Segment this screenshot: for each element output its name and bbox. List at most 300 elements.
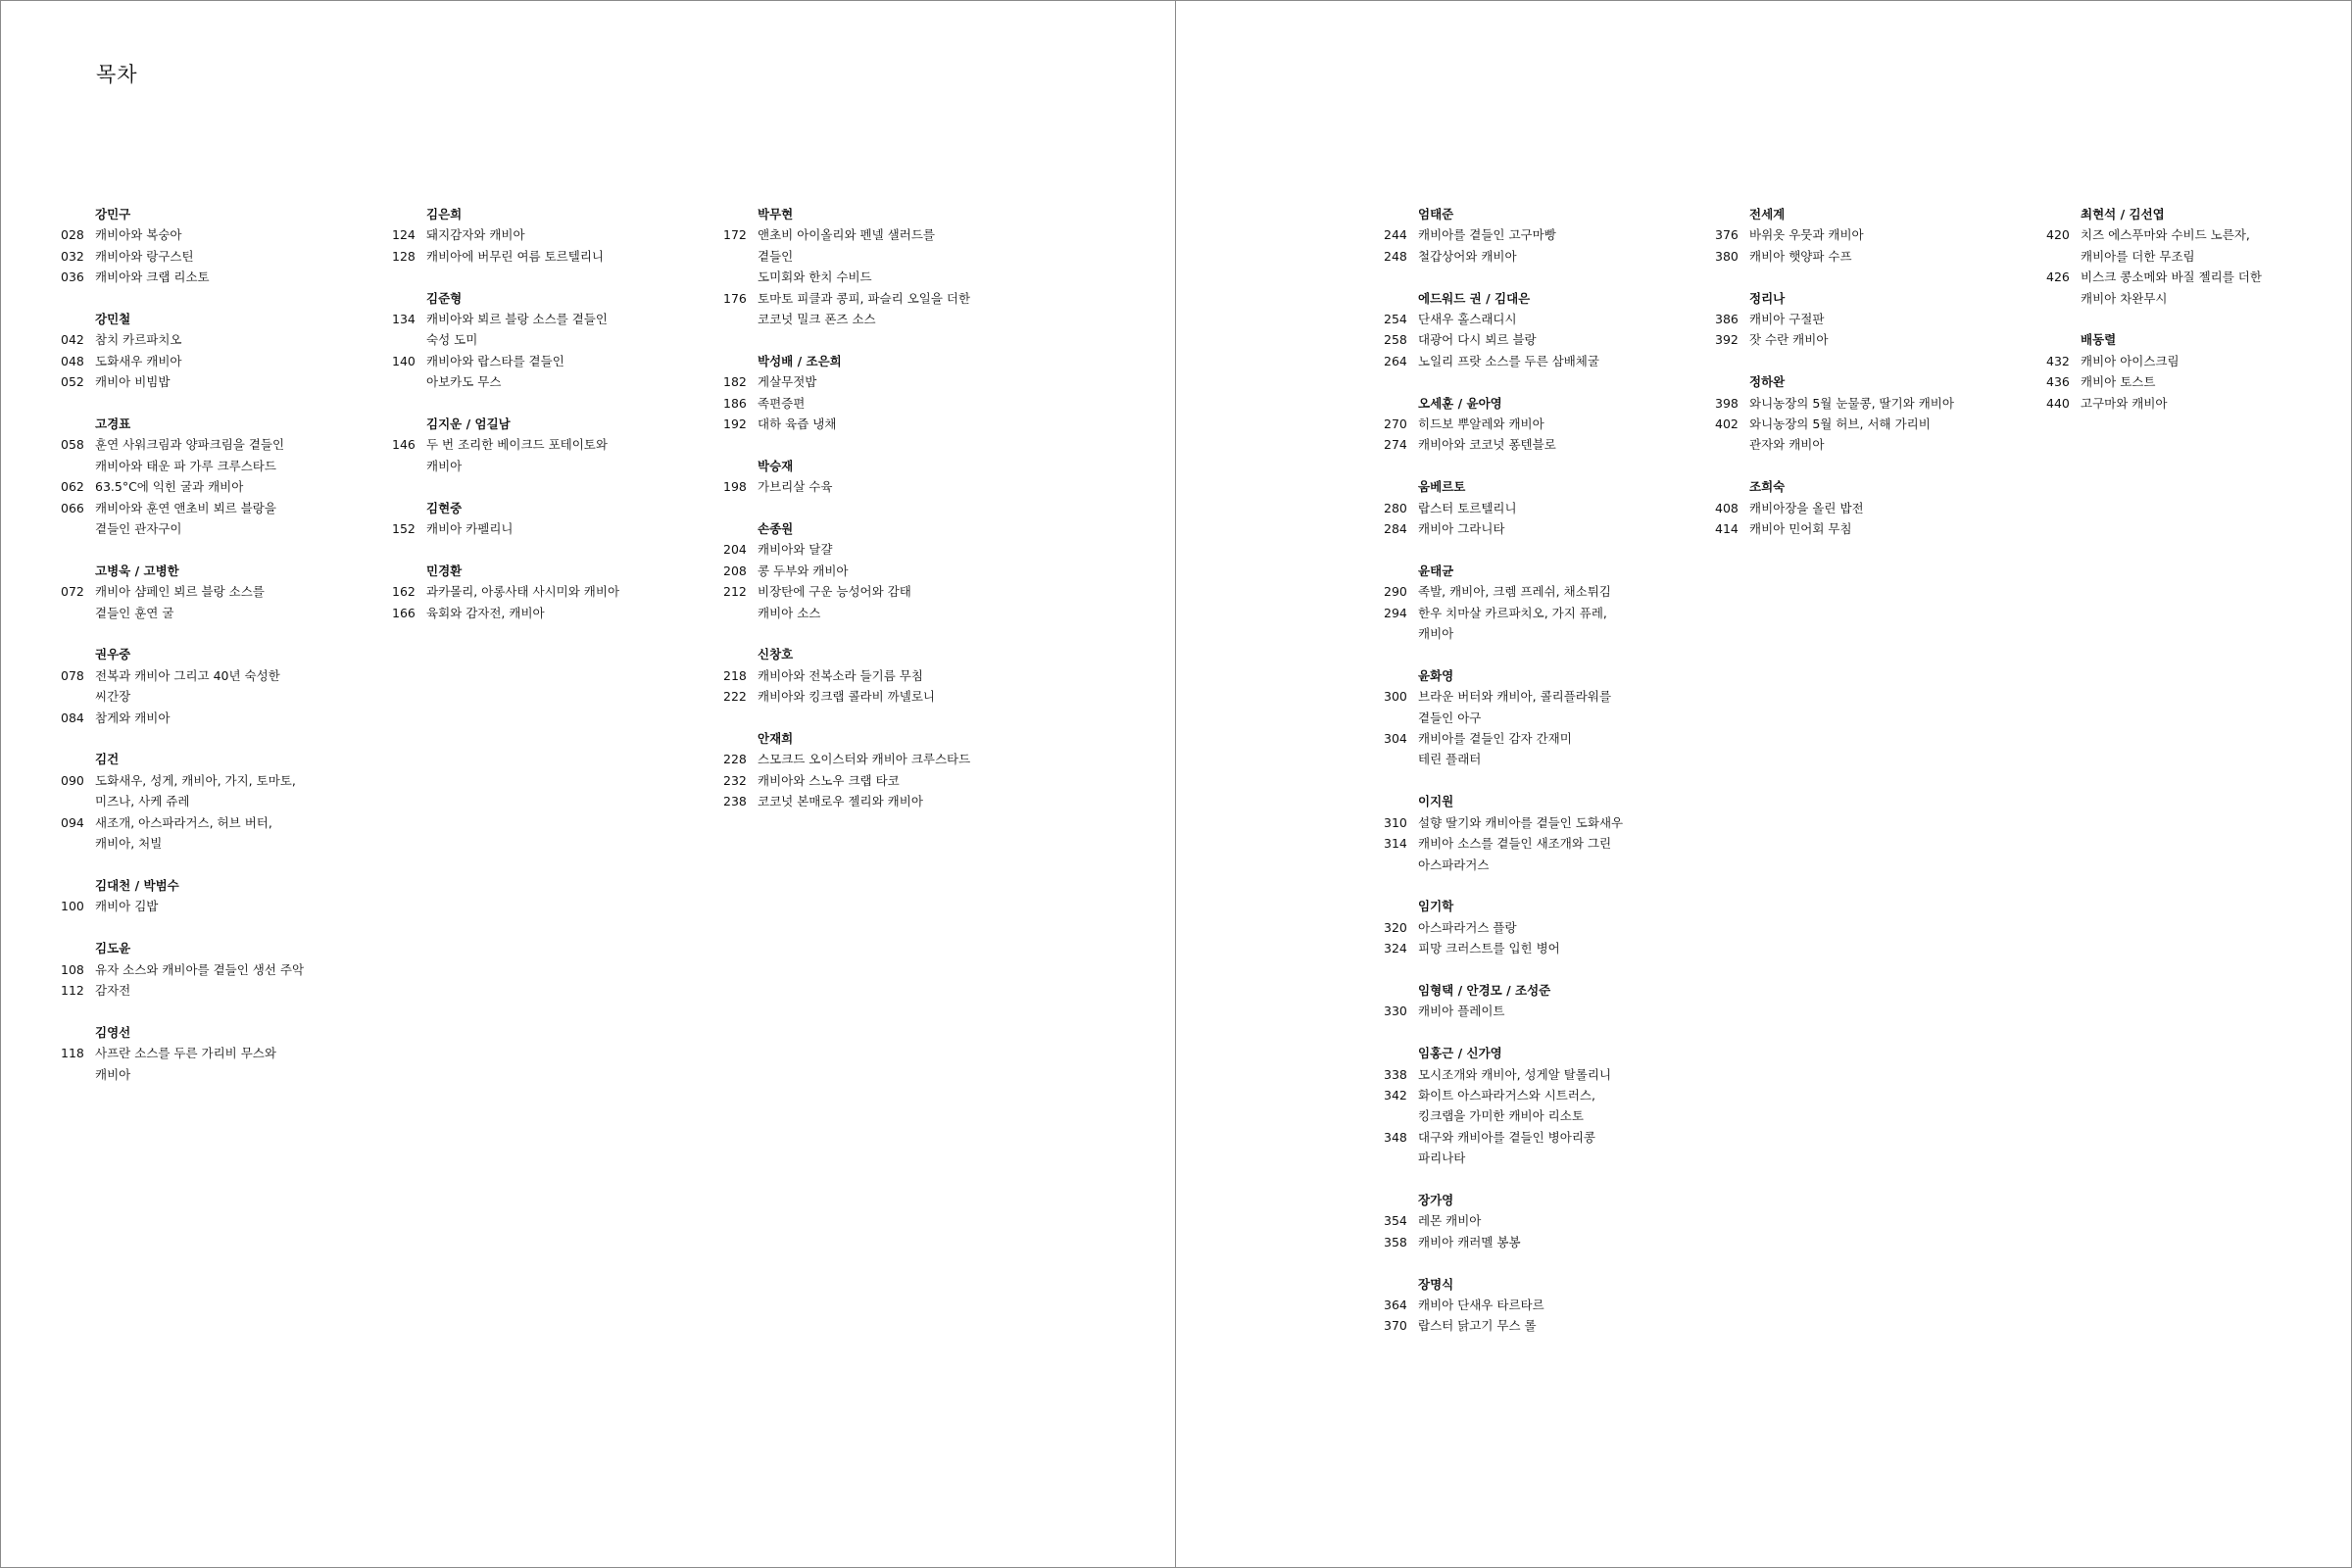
chef-name: 민경환	[426, 563, 463, 578]
recipe-title-line: 캐비아	[1418, 626, 1454, 642]
recipe-title-line: 씨간장	[95, 689, 131, 705]
page-number: 414	[1715, 521, 1739, 537]
toc-entry[interactable]	[1715, 246, 2038, 267]
page-title: 목차	[96, 63, 138, 86]
chef-name: 김지운 / 엄길남	[426, 416, 511, 432]
toc-entry[interactable]	[1384, 434, 1707, 455]
recipe-title-line: 고구마와 캐비아	[2081, 395, 2168, 411]
recipe-title-line: 랍스터 닭고기 무스 롤	[1418, 1318, 1537, 1334]
chef-name: 조희숙	[1749, 479, 1786, 495]
toc-entry[interactable]	[1715, 329, 2038, 350]
recipe-title	[1418, 1127, 1595, 1169]
page-number: 176	[723, 290, 747, 306]
recipe-title-line: 단새우 홀스래디시	[1418, 312, 1517, 327]
chef-name: 강민철	[95, 312, 131, 327]
recipe-title	[95, 896, 158, 916]
toc-entry[interactable]	[2046, 267, 2352, 309]
chef-section	[1384, 896, 1707, 958]
toc-entry[interactable]	[61, 224, 384, 245]
page-number: 304	[1384, 731, 1407, 747]
chef-name: 임기학	[1418, 899, 1454, 914]
chef-section	[61, 204, 384, 288]
recipe-title	[1418, 728, 1572, 770]
recipe-title	[426, 518, 514, 539]
recipe-title-line: 사프란 소스를 두른 가리비 무스와	[95, 1046, 276, 1061]
page-number: 342	[1384, 1087, 1407, 1102]
recipe-title-line: 콩 두부와 캐비아	[758, 563, 849, 578]
page-number: 042	[61, 332, 84, 348]
recipe-title-line: 캐비아와 훈연 앤초비 뵈르 블랑을	[95, 500, 276, 515]
recipe-title-line: 두 번 조리한 베이크드 포테이토와	[426, 437, 608, 453]
toc-entry[interactable]	[1384, 686, 1707, 728]
recipe-title-line: 캐비아 햇양파 수프	[1749, 248, 1852, 264]
recipe-title-line: 캐비아와 코코넛 퐁텐블로	[1418, 437, 1556, 453]
recipe-title-line: 곁들인 관자구이	[95, 521, 182, 537]
toc-entry[interactable]	[392, 309, 715, 351]
recipe-title	[758, 686, 935, 707]
toc-entry[interactable]	[1715, 498, 2038, 518]
recipe-title	[95, 351, 182, 371]
chef-name: 엄태준	[1418, 207, 1454, 221]
chef-name: 윤태균	[1418, 563, 1454, 578]
recipe-title-line: 대하 육즙 냉채	[758, 416, 837, 432]
toc-entry[interactable]	[1715, 309, 2038, 329]
recipe-title	[758, 749, 970, 769]
page-number: 426	[2046, 270, 2070, 285]
page-number: 146	[392, 437, 416, 453]
recipe-title-line: 아스파라거스 플랑	[1418, 919, 1517, 935]
page-number: 048	[61, 353, 84, 368]
recipe-title	[1418, 833, 1611, 875]
toc-entry[interactable]	[1384, 414, 1707, 434]
toc-entry[interactable]	[2046, 393, 2352, 414]
toc-entry[interactable]	[1384, 329, 1707, 350]
recipe-title	[2081, 267, 2262, 309]
recipe-title-line: 전복과 캐비아 그리고 40년 숙성한	[95, 667, 280, 683]
recipe-title	[95, 980, 130, 1001]
recipe-title-line: 파리나타	[1418, 1151, 1466, 1166]
toc-entry[interactable]	[61, 896, 384, 916]
toc-entry[interactable]	[61, 812, 384, 855]
chef-name: 임형택 / 안경모 / 조성준	[1418, 982, 1551, 998]
toc-entry[interactable]	[723, 224, 1047, 287]
recipe-title-line: 캐비아 민어회 무침	[1749, 521, 1852, 537]
toc-entry[interactable]	[1384, 812, 1707, 833]
toc-entry[interactable]	[61, 498, 384, 540]
chef-name: 배동렬	[2081, 332, 2117, 348]
page-number: 324	[1384, 941, 1407, 956]
recipe-title-line: 돼지감자와 캐비아	[426, 227, 525, 243]
toc-entry[interactable]	[723, 791, 1047, 811]
chef-section	[1384, 393, 1707, 456]
recipe-title	[1418, 351, 1599, 371]
toc-entry[interactable]	[61, 959, 384, 980]
toc-entry[interactable]	[61, 329, 384, 350]
recipe-title-line: 도화새우 캐비아	[95, 353, 182, 368]
chef-section	[1384, 980, 1707, 1022]
page-number: 112	[61, 982, 84, 998]
recipe-title-line: 과카몰리, 아롱사태 사시미와 캐비아	[426, 584, 620, 600]
page-number: 090	[61, 772, 84, 788]
recipe-title-line: 대광어 다시 뵈르 블랑	[1418, 332, 1537, 348]
chef-section	[392, 561, 715, 623]
recipe-title-line: 캐비아 샴페인 뵈르 블랑 소스를	[95, 584, 265, 600]
page-number: 208	[723, 563, 747, 578]
recipe-title	[1749, 246, 1852, 267]
page-number: 140	[392, 353, 416, 368]
toc-entry[interactable]	[2046, 351, 2352, 371]
recipe-title	[1749, 414, 1931, 456]
recipe-title	[1418, 581, 1611, 602]
chef-section	[723, 518, 1047, 623]
recipe-title	[1418, 309, 1517, 329]
toc-entry[interactable]	[2046, 371, 2352, 392]
chef-name: 박성배 / 조은희	[758, 353, 842, 368]
recipe-title-line: 화이트 아스파라거스와 시트러스,	[1418, 1087, 1595, 1102]
recipe-title	[758, 539, 832, 560]
recipe-title-line: 토마토 피클과 콩피, 파슬리 오일을 더한	[758, 290, 971, 306]
page-number: 182	[723, 374, 747, 390]
toc-entry[interactable]	[61, 476, 384, 497]
chef-name: 김영선	[95, 1024, 131, 1040]
recipe-title-line: 캐비아	[426, 458, 463, 473]
chef-name: 고병욱 / 고병한	[95, 563, 179, 578]
page-number: 380	[1715, 248, 1739, 264]
chef-section	[2046, 329, 2352, 414]
toc-entry[interactable]	[1384, 728, 1707, 770]
page-number: 386	[1715, 312, 1739, 327]
toc-entry[interactable]	[1715, 224, 2038, 245]
toc-entry[interactable]	[723, 476, 1047, 497]
toc-entry[interactable]	[1384, 309, 1707, 329]
recipe-title	[426, 581, 619, 602]
toc-entry[interactable]	[723, 539, 1047, 560]
recipe-title	[2081, 351, 2180, 371]
recipe-title-line: 와니농장의 5월 허브, 서해 가리비	[1749, 416, 1931, 432]
toc-entry[interactable]	[723, 665, 1047, 686]
recipe-title-line: 게살무젓밥	[758, 374, 817, 390]
toc-entry[interactable]	[1384, 224, 1707, 245]
chef-name: 박무현	[758, 207, 794, 221]
toc-entry[interactable]	[723, 561, 1047, 581]
page-number: 370	[1384, 1318, 1407, 1334]
recipe-title	[95, 329, 182, 350]
toc-entry[interactable]	[1384, 581, 1707, 602]
toc-entry[interactable]	[1384, 1127, 1707, 1169]
toc-entry[interactable]	[1384, 938, 1707, 958]
page-number: 274	[1384, 437, 1407, 453]
page-number: 330	[1384, 1004, 1407, 1019]
recipe-title	[95, 371, 170, 392]
toc-entry[interactable]	[723, 686, 1047, 707]
chef-name: 신창호	[758, 647, 794, 662]
chef-name: 전세계	[1749, 207, 1786, 221]
toc-entry[interactable]	[392, 351, 715, 393]
recipe-title-line: 철갑상어와 캐비아	[1418, 248, 1517, 264]
page-number: 118	[61, 1046, 84, 1061]
recipe-title	[95, 770, 296, 812]
chef-name: 장가영	[1418, 1192, 1454, 1207]
chef-section	[1384, 1274, 1707, 1337]
toc-entry[interactable]	[392, 518, 715, 539]
toc-entry[interactable]	[723, 288, 1047, 330]
chef-name: 김은희	[426, 207, 463, 221]
recipe-title	[1749, 393, 1954, 414]
toc-entry[interactable]	[1384, 351, 1707, 371]
recipe-title-line: 스모크드 오이스터와 캐비아 크루스타드	[758, 752, 971, 767]
page-number: 432	[2046, 353, 2070, 368]
recipe-title-line: 새조개, 아스파라거스, 허브 버터,	[95, 814, 272, 830]
recipe-title-line: 족편증편	[758, 395, 806, 411]
page-number: 198	[723, 479, 747, 495]
chef-section	[723, 644, 1047, 707]
recipe-title-line: 미즈나, 사케 쥬레	[95, 794, 190, 809]
chef-section	[61, 875, 384, 917]
chef-section	[723, 204, 1047, 329]
recipe-title	[95, 812, 272, 855]
chef-section	[1384, 1043, 1707, 1168]
recipe-title-line: 가브리살 수육	[758, 479, 833, 495]
toc-entry[interactable]	[1384, 603, 1707, 645]
toc-entry[interactable]	[61, 708, 384, 728]
recipe-title-line: 캐비아장을 올린 밥전	[1749, 500, 1864, 515]
chef-section	[392, 414, 715, 476]
toc-entry[interactable]	[61, 246, 384, 267]
chef-name: 정리나	[1749, 290, 1786, 306]
toc-column-1	[61, 204, 384, 1105]
page-number: 338	[1384, 1066, 1407, 1082]
page-number: 162	[392, 584, 416, 600]
recipe-title-line: 캐비아를 곁들인 고구마빵	[1418, 227, 1556, 243]
recipe-title-line: 피망 크러스트를 입힌 병어	[1418, 941, 1560, 956]
page-number: 440	[2046, 395, 2070, 411]
page-number: 408	[1715, 500, 1739, 515]
recipe-title-line: 캐비아와 복숭아	[95, 227, 182, 243]
toc-entry[interactable]	[61, 581, 384, 623]
toc-column-6	[2046, 204, 2352, 434]
toc-entry[interactable]	[392, 224, 715, 245]
chef-section	[1384, 204, 1707, 267]
recipe-title-line: 곁들인	[758, 248, 794, 264]
toc-column-4	[1384, 204, 1707, 1357]
toc-entry[interactable]	[61, 434, 384, 476]
recipe-title-line: 육회와 감자전, 캐비아	[426, 605, 545, 620]
recipe-title	[1418, 812, 1623, 833]
toc-entry[interactable]	[1715, 393, 2038, 414]
toc-entry[interactable]	[61, 267, 384, 287]
page-number: 084	[61, 710, 84, 725]
chef-name: 장명식	[1418, 1276, 1454, 1292]
page-number: 398	[1715, 395, 1739, 411]
page-number: 258	[1384, 332, 1407, 348]
toc-entry[interactable]	[723, 414, 1047, 434]
toc-entry[interactable]	[723, 581, 1047, 623]
recipe-title	[1418, 414, 1544, 434]
recipe-title	[426, 603, 545, 623]
recipe-title-line: 캐비아와 뵈르 블랑 소스를 곁들인	[426, 312, 608, 327]
recipe-title-line: 앤초비 아이올리와 펜넬 샐러드를	[758, 227, 935, 243]
recipe-title-line: 대구와 캐비아를 곁들인 병아리콩	[1418, 1129, 1595, 1145]
recipe-title	[95, 1043, 276, 1085]
recipe-title-line: 63.5°C에 익힌 굴과 캐비아	[95, 479, 244, 495]
recipe-title-line: 레몬 캐비아	[1418, 1213, 1482, 1229]
page-number: 204	[723, 542, 747, 558]
chef-name: 권우중	[95, 647, 131, 662]
recipe-title-line: 테린 플래터	[1418, 752, 1482, 767]
page-number: 238	[723, 794, 747, 809]
chef-name: 정하완	[1749, 374, 1786, 390]
toc-entry[interactable]	[1384, 1064, 1707, 1085]
recipe-title-line: 캐비아, 처빌	[95, 836, 163, 852]
page-number: 280	[1384, 500, 1407, 515]
page-number: 212	[723, 584, 747, 600]
page-number: 166	[392, 605, 416, 620]
recipe-title	[758, 371, 816, 392]
recipe-title-line: 랍스터 토르텔리니	[1418, 500, 1517, 515]
toc-entry[interactable]	[1384, 1232, 1707, 1252]
toc-entry[interactable]	[1715, 414, 2038, 456]
chef-name: 오세훈 / 윤아영	[1418, 395, 1502, 411]
chef-section	[392, 498, 715, 540]
recipe-title-line: 캐비아 카펠리니	[426, 521, 514, 537]
page-number: 066	[61, 500, 84, 515]
toc-entry[interactable]	[392, 581, 715, 602]
page-number: 186	[723, 395, 747, 411]
recipe-title-line: 캐비아와 달걀	[758, 542, 833, 558]
recipe-title-line: 캐비아 소스	[758, 605, 821, 620]
page-number: 254	[1384, 312, 1407, 327]
toc-entry[interactable]	[61, 351, 384, 371]
page-number: 436	[2046, 374, 2070, 390]
recipe-title-line: 캐비아와 랍스타를 곁들인	[426, 353, 564, 368]
page-number: 094	[61, 814, 84, 830]
chef-name: 김건	[95, 752, 120, 767]
recipe-title	[1418, 603, 1607, 645]
toc-entry[interactable]	[61, 770, 384, 812]
recipe-title	[1749, 309, 1824, 329]
recipe-title-line: 캐비아 단새우 타르타르	[1418, 1297, 1544, 1312]
toc-entry[interactable]	[1384, 917, 1707, 938]
page-number: 392	[1715, 332, 1739, 348]
recipe-title	[1418, 1210, 1481, 1231]
chef-section	[1384, 476, 1707, 539]
toc-entry[interactable]	[1384, 518, 1707, 539]
recipe-title-line: 비스크 콩소메와 바질 젤리를 더한	[2081, 270, 2262, 285]
recipe-title	[426, 309, 608, 351]
toc-entry[interactable]	[1715, 518, 2038, 539]
page-number: 032	[61, 248, 84, 264]
chef-section	[1715, 204, 2038, 267]
chef-section	[1384, 1190, 1707, 1252]
chef-section	[1384, 561, 1707, 645]
recipe-title-line: 훈연 사워크림과 양파크림을 곁들인	[95, 437, 285, 453]
recipe-title	[426, 246, 604, 267]
page-number: 222	[723, 689, 747, 705]
recipe-title-line: 잣 수란 캐비아	[1749, 332, 1829, 348]
recipe-title-line: 족발, 캐비아, 크렘 프레쉬, 채소튀김	[1418, 584, 1611, 600]
recipe-title-line: 캐비아와 킹크랩 콜라비 까넬로니	[758, 689, 935, 705]
chef-section	[1715, 371, 2038, 456]
recipe-title-line: 관자와 캐비아	[1749, 437, 1825, 453]
recipe-title	[1749, 518, 1852, 539]
toc-entry[interactable]	[61, 665, 384, 708]
page-number: 364	[1384, 1297, 1407, 1312]
recipe-title	[1418, 1064, 1611, 1085]
toc-entry[interactable]	[723, 749, 1047, 769]
page-number: 232	[723, 772, 747, 788]
chef-section	[61, 1022, 384, 1085]
toc-entry[interactable]	[1384, 1295, 1707, 1315]
toc-column-3	[723, 204, 1047, 833]
recipe-title	[95, 665, 280, 708]
page-number: 270	[1384, 416, 1407, 432]
recipe-title	[1418, 1001, 1505, 1021]
chef-name: 강민구	[95, 207, 131, 221]
toc-entry[interactable]	[392, 603, 715, 623]
page-number: 290	[1384, 584, 1407, 600]
toc-entry[interactable]	[1384, 1315, 1707, 1336]
page-number: 036	[61, 270, 84, 285]
toc-entry[interactable]	[61, 371, 384, 392]
toc-entry[interactable]	[392, 246, 715, 267]
recipe-title-line: 비장탄에 구운 능성어와 감태	[758, 584, 911, 600]
recipe-title-line: 캐비아 캐러멜 봉봉	[1418, 1234, 1521, 1250]
toc-entry[interactable]	[2046, 224, 2352, 267]
recipe-title	[426, 434, 608, 476]
toc-entry[interactable]	[1384, 498, 1707, 518]
page-number: 294	[1384, 605, 1407, 620]
recipe-title	[1749, 329, 1828, 350]
recipe-title-line: 캐비아와 스노우 크랩 타코	[758, 772, 900, 788]
page-number: 244	[1384, 227, 1407, 243]
chef-name: 최현석 / 김선엽	[2081, 207, 2165, 221]
recipe-title-line: 히드보 뿌알레와 캐비아	[1418, 416, 1544, 432]
page-number: 134	[392, 312, 416, 327]
recipe-title	[758, 224, 935, 287]
recipe-title-line: 브라운 버터와 캐비아, 콜리플라워를	[1418, 689, 1612, 705]
chef-section	[61, 561, 384, 623]
page-number: 128	[392, 248, 416, 264]
page-number: 078	[61, 667, 84, 683]
recipe-title	[1418, 1295, 1544, 1315]
recipe-title-line: 치즈 에스푸마와 수비드 노른자,	[2081, 227, 2250, 243]
recipe-title	[1418, 434, 1556, 455]
page-number: 248	[1384, 248, 1407, 264]
toc-entry[interactable]	[1384, 1210, 1707, 1231]
chef-section	[61, 414, 384, 539]
recipe-title	[758, 770, 900, 791]
toc-entry[interactable]	[723, 371, 1047, 392]
chef-name: 박승재	[758, 458, 794, 473]
recipe-title-line: 아보카도 무스	[426, 374, 502, 390]
recipe-title-line: 캐비아 아이스크림	[2081, 353, 2180, 368]
toc-entry[interactable]	[1384, 1085, 1707, 1127]
toc-entry[interactable]	[723, 393, 1047, 414]
recipe-title	[758, 288, 970, 330]
recipe-title-line: 캐비아와 크랩 리소토	[95, 270, 210, 285]
toc-entry[interactable]	[1384, 1001, 1707, 1021]
toc-entry[interactable]	[1384, 246, 1707, 267]
toc-entry[interactable]	[723, 770, 1047, 791]
toc-entry[interactable]	[61, 1043, 384, 1085]
toc-entry[interactable]	[392, 434, 715, 476]
page-number: 348	[1384, 1129, 1407, 1145]
recipe-title	[1418, 1085, 1595, 1127]
toc-entry[interactable]	[1384, 833, 1707, 875]
toc-entry[interactable]	[61, 980, 384, 1001]
recipe-title-line: 바위옷 우뭇과 캐비아	[1749, 227, 1864, 243]
recipe-title	[1418, 498, 1517, 518]
